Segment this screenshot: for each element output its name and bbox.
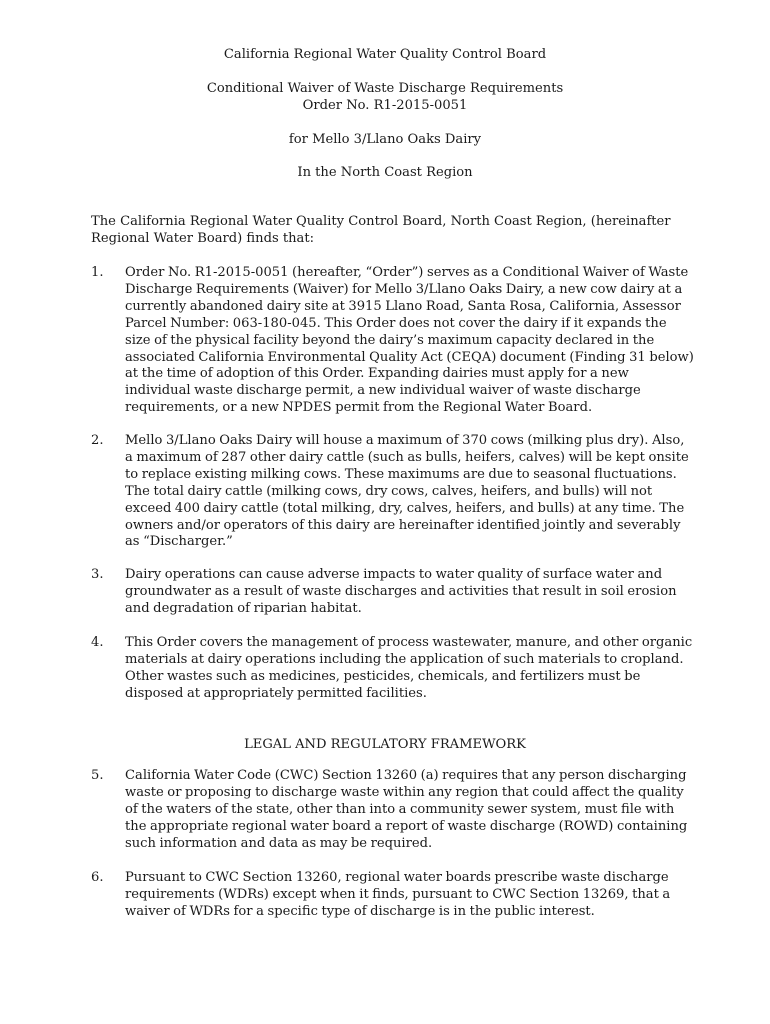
finding-4 <box>125 635 693 703</box>
finding-line: to replace existing milking cows. These maximums are due to seasonal fluctuations. <box>125 466 677 482</box>
finding-line: size of the physical facility beyond the dairy’s maximum capacity declared in the <box>125 332 655 348</box>
finding-line: currently abandoned dairy site at 3915 Llano Road, Santa Rosa, California, Assessor <box>125 298 681 314</box>
finding-line: Parcel Number: 063-180-045. This Order does not cover the dairy if it expands the <box>125 315 667 331</box>
section-heading: LEGAL AND REGULATORY FRAMEWORK <box>244 737 526 752</box>
finding-line: and degradation of riparian habitat. <box>125 600 362 616</box>
finding-number: 4. <box>91 635 104 650</box>
finding-line: groundwater as a result of waste discharges and activities that result in soil erosion <box>125 583 677 599</box>
finding-line: exceed 400 dairy cattle (total milking, dry, calves, heifers, and bulls) at any time. The <box>125 500 685 516</box>
finding-2 <box>125 433 690 551</box>
finding-1 <box>125 265 694 417</box>
header-facility: for Mello 3/Llano Oaks Dairy <box>288 132 482 147</box>
finding-line: materials at dairy operations including the application of such materials to cropland. <box>125 651 684 667</box>
finding-3 <box>125 567 690 618</box>
finding-line: associated California Environmental Quality Act (CEQA) document (Finding 31 below) <box>125 349 694 365</box>
finding-line: Discharge Requirements (Waiver) for Mello 3/Llano Oaks Dairy, a new cow dairy at a <box>125 281 683 297</box>
finding-line: The total dairy cattle (milking cows, dry cows, calves, heifers, and bulls) will not <box>125 483 653 499</box>
finding-line: Dairy operations can cause adverse impacts to water quality of surface water and <box>125 567 663 582</box>
finding-line: a maximum of 287 other dairy cattle (such as bulls, heifers, calves) will be kept onsite <box>125 449 689 465</box>
finding-number: 5. <box>91 768 104 783</box>
header-region: In the North Coast Region <box>297 165 473 180</box>
finding-line: individual waste discharge permit, a new individual waiver of waste discharge <box>125 383 641 399</box>
finding-line: requirements (WDRs) except when it finds, pursuant to CWC Section 13269, that a <box>125 886 671 902</box>
finding-line: as “Discharger.” <box>125 534 233 550</box>
finding-line: waste or proposing to discharge waste within any region that could affect the quality <box>125 784 684 800</box>
intro-line: The California Regional Water Quality Control Board, North Coast Region, (hereinafter <box>91 214 671 229</box>
finding-6 <box>125 870 690 921</box>
finding-line: disposed at appropriately permitted facilities. <box>125 685 427 701</box>
intro-paragraph <box>91 214 691 248</box>
header-order-number: Order No. R1-2015-0051 <box>302 98 468 113</box>
finding-line: California Water Code (CWC) Section 13260 (a) requires that any person discharging <box>125 768 687 783</box>
intro-line: Regional Water Board) finds that: <box>91 230 315 246</box>
finding-number: 6. <box>91 870 104 885</box>
finding-line: the appropriate regional water board a report of waste discharge (ROWD) containing <box>125 818 688 834</box>
finding-number: 2. <box>91 433 104 448</box>
finding-number: 1. <box>91 265 104 280</box>
finding-line: of the waters of the state, other than into a community sewer system, must file with <box>125 801 675 817</box>
finding-line: waiver of WDRs for a specific type of discharge is in the public interest. <box>125 903 595 919</box>
header-title: Conditional Waiver of Waste Discharge Requirements <box>206 81 564 96</box>
finding-line: at the time of adoption of this Order. Expanding dairies must apply for a new <box>125 366 629 382</box>
header-agency: California Regional Water Quality Control Board <box>223 47 547 62</box>
finding-line: Pursuant to CWC Section 13260, regional water boards prescribe waste discharge <box>125 870 669 885</box>
finding-line: Other wastes such as medicines, pesticides, chemicals, and fertilizers must be <box>125 668 641 684</box>
finding-5 <box>125 768 690 853</box>
finding-line: This Order covers the management of process wastewater, manure, and other organic <box>125 635 693 650</box>
finding-line: Mello 3/Llano Oaks Dairy will house a maximum of 370 cows (milking plus dry). Also, <box>125 433 685 448</box>
finding-number: 3. <box>91 567 104 582</box>
finding-line: owners and/or operators of this dairy are hereinafter identified jointly and severably <box>125 517 681 533</box>
finding-line: requirements, or a new NPDES permit from the Regional Water Board. <box>125 400 593 416</box>
finding-line: Order No. R1-2015-0051 (hereafter, “Order”) serves as a Conditional Waiver of Waste <box>125 265 689 280</box>
finding-line: such information and data as may be required. <box>125 835 433 851</box>
